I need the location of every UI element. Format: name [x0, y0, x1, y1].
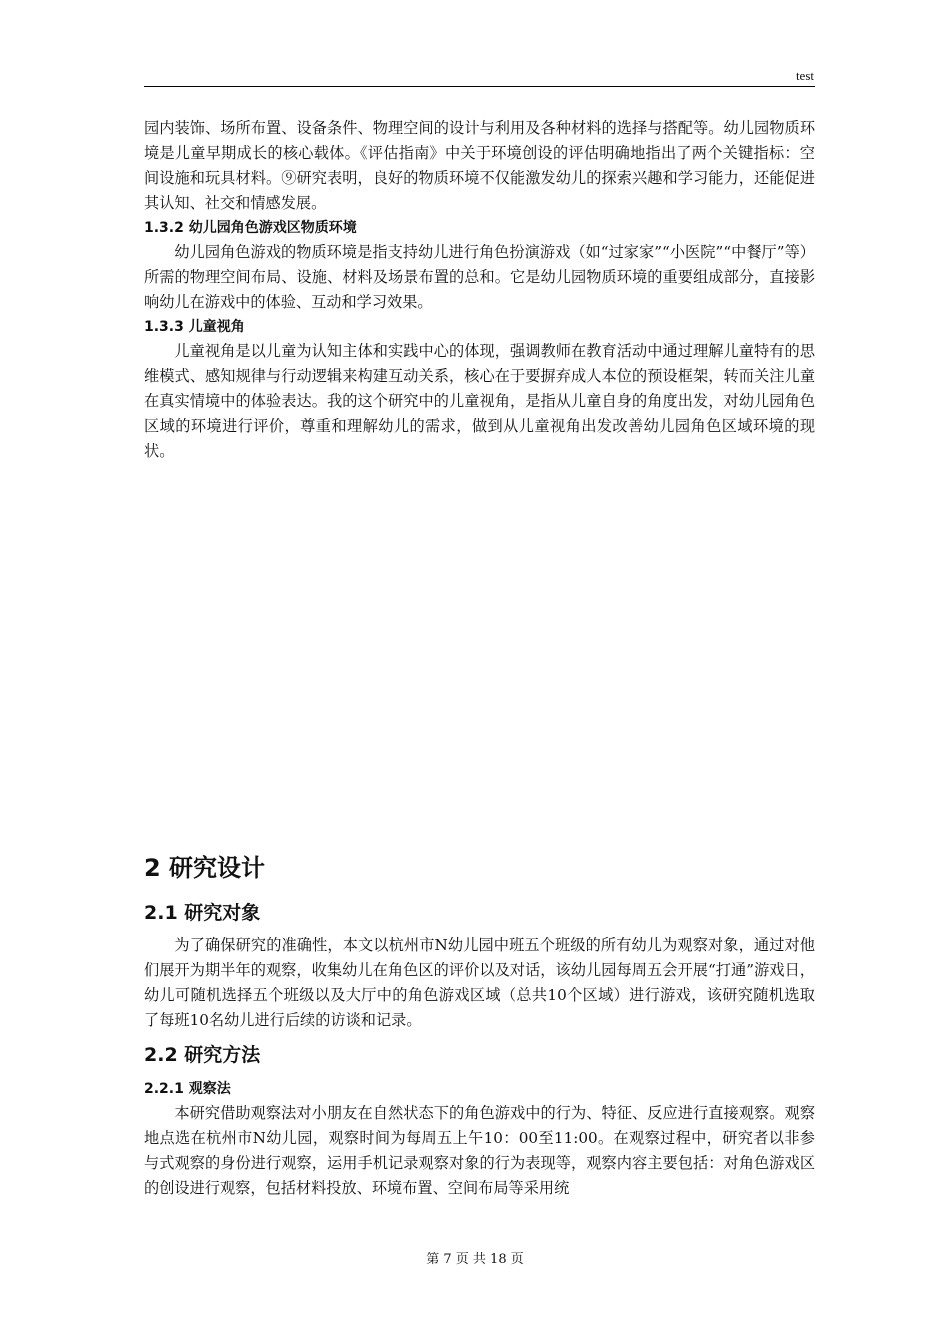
paragraph-1-3-3: 儿童视角是以儿童为认知主体和实践中心的体现，强调教师在教育活动中通过理解儿童特有的思维模式、感知规律与行动逻辑来构建互动关系，核心在于要摒弃成人本位的预设框架，转而关注儿童在真实情境中的体验表达。我的这个研究中的儿童视角，是指从儿童自身的角度出发，对幼儿园角色区域的环境进行评价，尊重和理解幼儿的需求，做到从儿童视角出发改善幼儿园角色区域环境的现状。 [144, 342, 815, 460]
paragraph-2-2-1: 本研究借助观察法对小朋友在自然状态下的角色游戏中的行为、特征、反应进行直接观察。观察地点选在杭州市N幼儿园，观察时间为每周五上午10：00至11:00。在观察过程中，研究者以非参与式观察的身份进行观察，运用手机记录观察对象的行为表现等，观察内容主要包括：对角色游戏区的创设进行观察，包括材料投放、环境布置、空间布局等采用统 [144, 1104, 815, 1197]
heading-2-2: 2.2 研究方法 [144, 1044, 261, 1066]
paragraph-intro: 园内装饰、场所布置、设备条件、物理空间的设计与利用及各种材料的选择与搭配等。幼儿园物质环境是儿童早期成长的核心载体。《评估指南》中关于环境创设的评估明确地指出了两个关键指标：空间设施和玩具材料。⑨研究表明，良好的物质环境不仅能激发幼儿的探索兴趣和学习能力，还能促进其认知、社交和情感发展。 [144, 119, 815, 212]
heading-2-1: 2.1 研究对象 [144, 902, 261, 924]
paragraph-1-3-2: 幼儿园角色游戏的物质环境是指支持幼儿进行角色扮演游戏（如“过家家”“小医院”“中餐厅”等）所需的物理空间布局、设施、材料及场景布置的总和。它是幼儿园物质环境的重要组成部分，直接影响幼儿在游戏中的体验、互动和学习效果。 [144, 243, 815, 311]
paragraph-2-1: 为了确保研究的准确性，本文以杭州市N幼儿园中班五个班级的所有幼儿为观察对象，通过对他们展开为期半年的观察，收集幼儿在角色区的评价以及对话，该幼儿园每周五会开展“打通”游戏日，幼儿可随机选择五个班级以及大厅中的角色游戏区域（总共10个区域）进行游戏，该研究随机选取了每班10名幼儿进行后续的访谈和记录。 [144, 936, 815, 1029]
heading-2-2-1: 2.2.1 观察法 [144, 1081, 231, 1097]
heading-1-3-3: 1.3.3 儿童视角 [144, 319, 245, 335]
section1-body [144, 116, 815, 464]
heading-1-3-2: 1.3.2 幼儿园角色游戏区物质环境 [144, 220, 357, 236]
page-footer: 第 7 页 共 18 页 [426, 1252, 524, 1267]
header-rule [144, 86, 815, 87]
section2-body [144, 899, 815, 1201]
page-header-text: test [795, 68, 814, 83]
chapter-heading-2: 2 研究设计 [144, 854, 266, 882]
